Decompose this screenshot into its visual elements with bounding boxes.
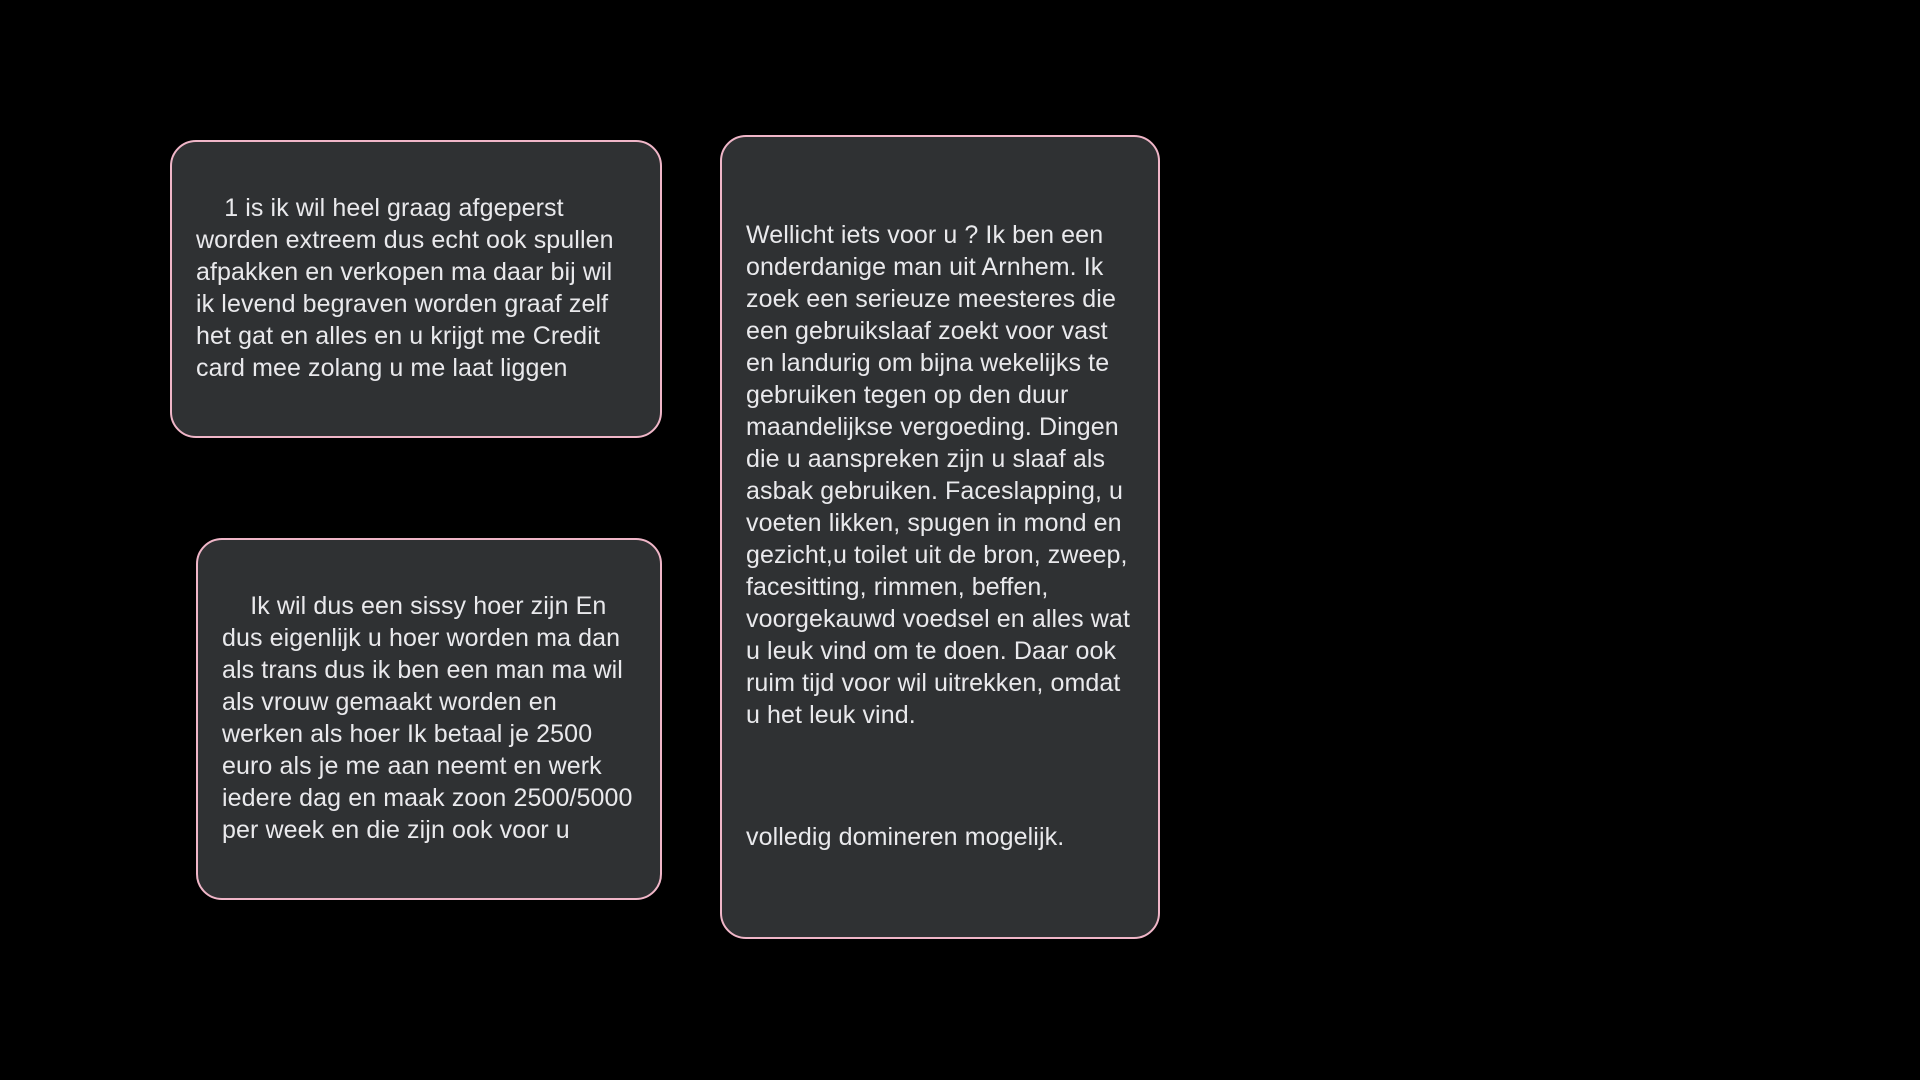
chat-bubble-3-paragraph-2: volledig domineren mogelijk. (746, 823, 1065, 851)
chat-bubble-1[interactable] (170, 140, 662, 438)
chat-bubble-2[interactable] (196, 538, 662, 900)
chat-bubble-3-paragraph-1: Wellicht iets voor u ? Ik ben een onderdanige man uit Arnhem. Ik zoek een serieuze meesteres die een gebruikslaaf zoekt voor vast en landurig om bijna wekelijks te gebruiken tegen op den duur maandelijkse vergoeding. Dingen die u aanspreken zijn u slaaf als asbak gebruiken. Faceslapping, u voeten likken, spugen in mond en gezicht,u toilet uit de bron, zweep, facesitting, rimmen, beffen, voorgekauwd voedsel en alles wat u leuk vind om te doen. Daar ook ruim tijd voor wil uitrekken, omdat u het leuk vind. (746, 221, 1138, 729)
chat-bubble-1-text: 1 is ik wil heel graag afgeperst worden extreem dus echt ook spullen afpakken en verkopen ma daar bij wil ik levend begraven worden graaf zelf het gat en alles en u krijgt me Credit card mee zolang u me laat liggen (196, 194, 621, 382)
chat-bubble-2-text: Ik wil dus een sissy hoer zijn En dus eigenlijk u hoer worden ma dan als trans dus ik ben een man ma wil als vrouw gemaakt worden en werken als hoer Ik betaal je 2500 euro als je me aan neemt en werk iedere dag en maak zoon 2500/5000 per week en die zijn ook voor u (222, 592, 640, 844)
chat-bubble-3[interactable] (720, 135, 1160, 939)
